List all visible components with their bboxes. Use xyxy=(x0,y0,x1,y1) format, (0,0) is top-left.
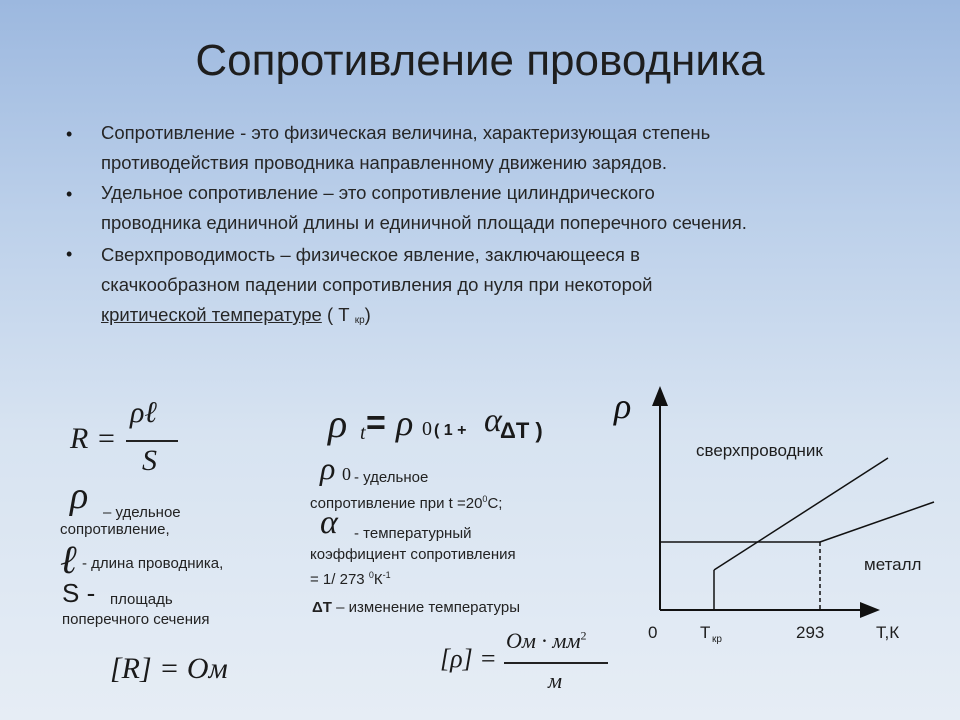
rho-desc-1: – удельное xyxy=(103,504,181,521)
superconductor-label: сверхпроводник xyxy=(696,441,823,460)
S-denominator: S xyxy=(142,444,157,477)
s-symbol: S - xyxy=(62,578,96,608)
rho0-symbol: ρ xyxy=(320,450,336,486)
paren-open: ( 1 + xyxy=(434,422,467,439)
bullet-2-line2: проводника единичной длины и единичной площади поперечного сечения. xyxy=(101,212,747,233)
page-title: Сопротивление проводника xyxy=(195,36,765,85)
x-293-label: 293 xyxy=(796,623,825,642)
t-critical-subscript: кр xyxy=(712,634,722,645)
bullet-2 xyxy=(101,178,921,238)
delta-T: ΔT ) xyxy=(500,418,543,443)
bullet-1-line2: противодействия проводника направленному движению зарядов. xyxy=(101,152,668,173)
bullet-dot: • xyxy=(66,184,73,204)
rho-l-numerator: ρℓ xyxy=(130,396,157,429)
critical-temperature-link[interactable]: критической температуре xyxy=(101,304,322,325)
bullet-3-line2: скачкообразном падении сопротивления до нуля при некоторой xyxy=(101,274,653,295)
resistivity-graph xyxy=(600,380,960,660)
bullet-3-line3: критической температуре ( Т $_{кр}$) xyxy=(101,304,371,326)
y-axis-label: ρ xyxy=(614,386,632,426)
bullet-dot: • xyxy=(66,244,73,264)
l-symbol: ℓ xyxy=(60,537,77,582)
x-axis-label: Т,К xyxy=(876,623,900,642)
bullet-dot: • xyxy=(66,124,73,144)
rho0-desc-1: - удельное xyxy=(354,469,429,486)
t-subscript: t xyxy=(360,422,366,444)
rho-t: ρ xyxy=(328,401,348,446)
alpha-desc-2: коэффициент сопротивления xyxy=(310,546,516,563)
temperature-dependence-formula xyxy=(328,398,568,450)
rho-symbol: ρ xyxy=(70,475,89,517)
delta-T-desc: ΔТ – изменение температуры xyxy=(312,599,521,616)
alpha-desc-1: - температурный xyxy=(354,525,472,542)
t-critical-label: Т xyxy=(700,623,711,642)
alpha-desc-3: = 1/ 273 $^0К^{-1}$ xyxy=(310,570,391,588)
fraction-bar xyxy=(504,662,608,664)
bullet-1 xyxy=(101,118,921,178)
rho-desc-2: сопротивление, xyxy=(60,521,170,538)
bullet-1-line1: Сопротивление - это физическая величина, характеризующая степень xyxy=(101,122,711,143)
origin-label: 0 xyxy=(648,623,658,642)
equals-sign: = xyxy=(366,404,386,442)
zero-subscript: 0 xyxy=(422,418,432,440)
fraction-bar xyxy=(126,440,178,442)
metal-curve xyxy=(820,502,934,542)
R-symbol: R xyxy=(70,422,89,455)
unit-of-resistance: [R] = Ом xyxy=(110,652,228,685)
alpha-symbol-2: α xyxy=(320,504,338,541)
rho-0: ρ xyxy=(396,403,414,443)
s-desc-1: площадь xyxy=(110,591,173,608)
l-desc: - длина проводника, xyxy=(82,555,224,572)
bullet-2-line1: Удельное сопротивление – это сопротивление цилиндрического xyxy=(101,182,655,203)
rho0-desc-2: сопротивление при $t =20^0С$; xyxy=(310,494,503,512)
rho0-subscript: 0 xyxy=(342,464,351,484)
metal-label: металл xyxy=(864,555,922,574)
alpha-symbol: α xyxy=(484,402,502,439)
bullet-3 xyxy=(101,240,921,336)
unit-of-resistivity: [ρ] = Ом · $мм^2$ м xyxy=(440,630,640,700)
equals-sign: = xyxy=(98,422,115,455)
bullet-3-line1: Сверхпроводимость – физическое явление, заключающееся в xyxy=(101,244,640,265)
superconductor-curve xyxy=(714,458,888,570)
s-desc-2: поперечного сечения xyxy=(62,611,210,628)
